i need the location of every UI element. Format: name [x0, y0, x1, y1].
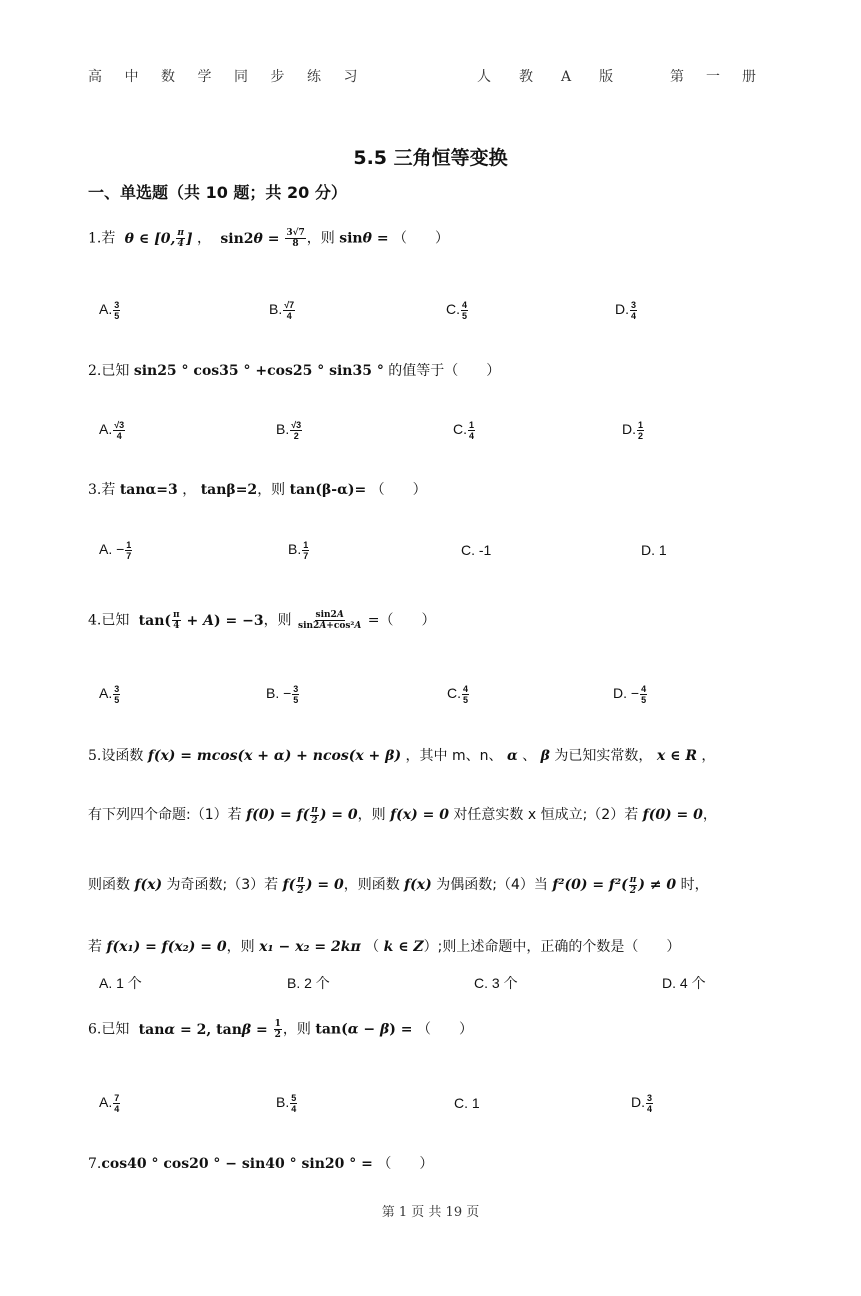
question-number: 7. — [88, 1156, 102, 1172]
stem-text: （ ） — [416, 1021, 473, 1038]
stem-text: ，则 — [263, 612, 292, 629]
math-expression: f(x₁) = f(x₂) = 0 — [106, 939, 227, 955]
stem-text: 则函数 — [88, 877, 130, 893]
stem-text: 已知 — [101, 1021, 130, 1038]
question-number: 5. — [88, 748, 102, 764]
option-c[interactable]: C. 1 — [454, 1095, 480, 1111]
stem-text: 已知 — [101, 612, 130, 629]
stem-text: 为奇函数;（3）若 — [166, 877, 279, 893]
question-number: 4. — [88, 612, 102, 629]
section-heading: 一、单选题（共 10 题；共 20 分） — [88, 183, 347, 202]
stem-text: ，则 — [357, 807, 386, 823]
math-expression: x₁ − x₂ = 2kπ — [259, 939, 361, 955]
option-d[interactable]: D. $\frac{3}{4}$ — [631, 1093, 653, 1114]
math-expression: x ∈ R — [656, 748, 697, 764]
question-number: 1. — [88, 230, 102, 247]
question-1 — [88, 228, 449, 249]
question-number: 6. — [88, 1021, 102, 1038]
math-fraction: $\frac{\sin 2A}{\text{sin2A+cos²A}}$ — [298, 610, 362, 631]
math-expression: cos40 ° cos20 ° − sin40 ° sin20 ° = — [101, 1156, 373, 1172]
stem-text: 已知 — [101, 363, 130, 379]
option-a[interactable]: A. 1 个 — [99, 975, 142, 991]
page-footer: 第 1 页 共 19 页 — [381, 1205, 480, 1220]
question-number: 3. — [88, 482, 102, 498]
option-d[interactable]: D. $\frac{3}{4}$ — [615, 300, 637, 321]
math-expression: k ∈ Z — [383, 939, 424, 955]
header-left: 高中数学同步练习 — [88, 69, 380, 85]
stem-text: ，则 — [306, 230, 335, 247]
option-d[interactable]: D. $\frac{1}{2}$ — [622, 420, 644, 441]
math-expression: α — [506, 748, 518, 764]
option-d[interactable]: D. − $\frac{4}{5}$ — [613, 684, 647, 705]
stem-text: ， — [702, 807, 717, 823]
question-5-line-1 — [88, 745, 715, 765]
option-c[interactable]: C. $\frac{4}{5}$ — [446, 300, 468, 321]
math-expression: tan(β-α)= — [289, 482, 367, 498]
math-expression: tanα=3 — [119, 482, 178, 498]
page-title: 5.5 三角恒等变换 — [353, 147, 508, 169]
math-expression: f(x) = 0 — [390, 807, 449, 823]
question-3: 3.若 tanα=3 ， tanβ=2，则 tan(β-α)= （ ） — [88, 482, 427, 498]
math-expression: β — [540, 748, 550, 764]
option-b[interactable]: B. $\frac{1}{7}$ — [288, 540, 309, 561]
stem-text: （ — [365, 939, 380, 955]
stem-text: 为已知实常数， — [554, 748, 653, 764]
stem-text: ，其中 m、n、 — [405, 748, 503, 764]
option-a[interactable]: A. $\frac{3}{5}$ — [99, 684, 120, 705]
stem-text: ， — [701, 748, 716, 764]
stem-text: ， — [197, 230, 212, 247]
question-5-line-4 — [88, 936, 680, 956]
question-5-line-3 — [88, 874, 709, 896]
stem-text: 的值等于（ ） — [388, 363, 501, 379]
stem-text: 设函数 — [101, 748, 144, 764]
math-expression: sinθ = — [339, 230, 389, 247]
option-b[interactable]: B. − $\frac{3}{5}$ — [266, 684, 299, 705]
math-expression: tanα = 2, tanβ = $\frac{1}{2}$ — [133, 1019, 281, 1040]
stem-text: 若 — [88, 939, 102, 955]
math-expression: θ ∈ [0, $\frac{\pi}{4}$ ] — [119, 228, 193, 249]
option-d[interactable]: D. 1 — [641, 542, 667, 558]
option-a[interactable]: A. $\frac{3}{5}$ — [99, 300, 120, 321]
stem-text: ，则 — [226, 939, 255, 955]
header-right: 第一册 — [670, 69, 778, 85]
option-a[interactable]: A. $\frac{√3}{4}$ — [99, 420, 125, 441]
math-expression: f(x) = mcos(x + α) + ncos(x + β) — [147, 748, 402, 764]
stem-text: （ ） — [377, 1156, 434, 1172]
math-expression: sin2θ = $\frac{3√7}{8}$ — [215, 228, 305, 249]
math-expression: tanβ=2 — [200, 482, 258, 498]
option-d[interactable]: D. 4 个 — [662, 975, 706, 991]
stem-text: ）;则上述命题中，正确的个数是（ ） — [423, 939, 681, 955]
question-6 — [88, 1019, 473, 1040]
stem-text: ，则 — [282, 1021, 311, 1038]
math-expression: sin25 ° cos35 ° +cos25 ° sin35 ° — [133, 363, 384, 379]
option-a[interactable]: A. $\frac{7}{4}$ — [99, 1093, 120, 1114]
option-c[interactable]: C. 3 个 — [474, 975, 518, 991]
stem-text: 、 — [522, 748, 537, 764]
option-b[interactable]: B. 2 个 — [287, 975, 330, 991]
stem-text: （ ） — [370, 482, 427, 498]
stem-text: 有下列四个命题:（1）若 — [88, 807, 242, 823]
stem-text: 时， — [680, 877, 709, 893]
math-expression: tan(α − β) = — [315, 1021, 413, 1038]
stem-text: 若 — [101, 230, 116, 247]
math-expression: f²(0) = f²( $\frac{\pi}{2}$ ) ≠ 0 — [552, 874, 677, 896]
header-middle: 人 教 A 版 — [477, 69, 614, 85]
question-number: 2. — [88, 363, 102, 379]
question-4 — [88, 610, 436, 631]
stem-text: 若 — [101, 482, 116, 498]
option-c[interactable]: C. $\frac{4}{5}$ — [447, 684, 469, 705]
stem-text: =（ ） — [367, 612, 436, 629]
stem-text: （ ） — [393, 230, 450, 247]
question-2 — [88, 361, 500, 381]
option-c[interactable]: C. $\frac{1}{4}$ — [453, 420, 475, 441]
stem-text: ，则 — [257, 482, 286, 498]
math-expression: f( $\frac{\pi}{2}$ ) = 0 — [282, 874, 344, 896]
option-b[interactable]: B. $\frac{√7}{4}$ — [269, 300, 295, 321]
option-b[interactable]: B. $\frac{√3}{2}$ — [276, 420, 302, 441]
stem-text: 为偶函数;（4）当 — [436, 877, 548, 893]
stem-text: ，则函数 — [343, 877, 400, 893]
question-5-line-2 — [88, 804, 717, 826]
option-c[interactable]: C. -1 — [461, 542, 492, 558]
math-expression: f(0) = 0 — [642, 807, 703, 823]
math-expression: tan( $\frac{\pi}{4}$ + A) = −3 — [133, 610, 264, 631]
option-b[interactable]: B. $\frac{5}{4}$ — [276, 1093, 297, 1114]
math-expression: f(x) — [134, 877, 163, 893]
option-a[interactable]: A. − $\frac{1}{7}$ — [99, 540, 132, 561]
math-expression: f(0) = f( $\frac{\pi}{2}$ ) = 0 — [246, 804, 358, 826]
stem-text: 对任意实数 x 恒成立;（2）若 — [453, 807, 639, 823]
question-7 — [88, 1154, 433, 1174]
math-expression: f(x) — [404, 877, 432, 893]
